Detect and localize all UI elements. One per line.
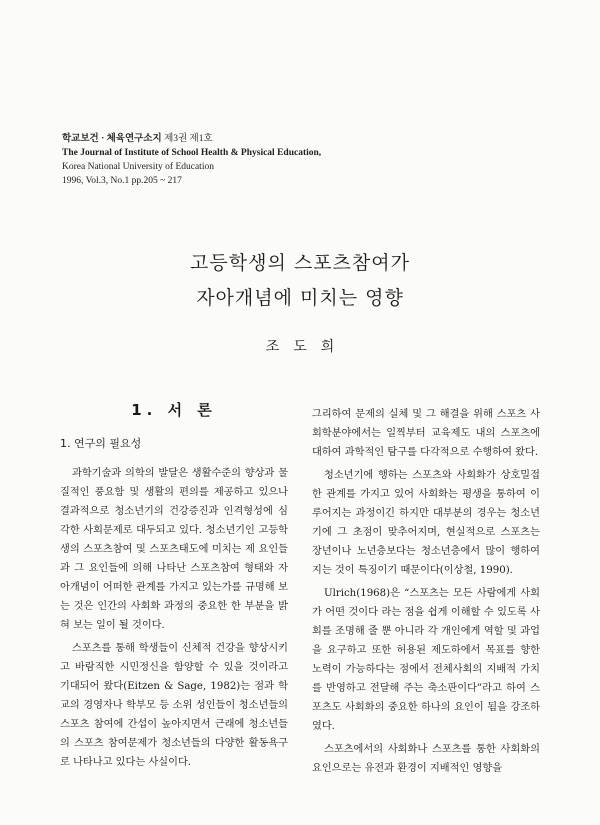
- body-paragraph: Ulrich(1968)은 “스포츠는 모든 사람에게 사회가 어떤 것이다 라는 점을 쉽게 이해할 수 있도록 사회를 조명해 줄 뿐 아니라 각 개인에게 역할 및 과업을 요구하고 또한 허용된 제도하에서 목표를 향한 노력이 가능하다는 점에서 전체사회의 지배적 가치를 반영하고 전달해 주는 축소판이다”라고 하여 스포츠도 사회화의 중요한 하나의 요인이 됨을 강조하였다.: [312, 588, 540, 732]
- paper-title-line-2: 자아개념에 미치는 영향: [196, 287, 404, 309]
- journal-citation: [62, 132, 482, 188]
- body-paragraph: 그리하여 문제의 실체 및 그 해결을 위해 스포츠 사회학분야에서는 일찍부터 교육제도 내의 스포츠에 대하여 과학적인 탐구를 다각적으로 수행하여 왔다.: [312, 409, 540, 458]
- right-column: [312, 405, 540, 782]
- journal-volume-pages: 1996, Vol.3, No.1 pp.205 ~ 217: [62, 176, 182, 186]
- body-paragraph: 스포츠에서의 사회화나 스포츠를 통한 사회화의 요인으로는 유전과 환경이 지배적인 영향을: [312, 744, 540, 774]
- journal-name-korean: 학교보건 · 체육연구소지: [62, 134, 162, 144]
- journal-line-korean: [62, 132, 482, 146]
- body-paragraph: 청소년기에 행하는 스포츠와 사회화가 상호밀접한 관계를 가지고 있어 사회화는 평생을 통하여 이루어지는 과정이긴 하지만 대부분의 경우는 청소년기에 그 초점이 맞추어지며, 현실적으로 스포츠는 장년이나 노년층보다는 청소년층에서 많이 행하여지는 것이 특징이기 때문이다(이상철, 1990).: [312, 470, 540, 576]
- subsection-heading-necessity: 1. 연구의 필요성: [60, 437, 142, 450]
- body-paragraph: 스포츠를 통해 학생들이 신체적 건강을 향상시키고 바람직한 시민정신을 함양할 수 있을 것이라고 기대되어 왔다(Eitzen & Sage, 1982)는 점과 학교의 경영자나 학부모 등 소위 성인들이 청소년들의 스포츠 참여에 간섭이 높아지면서 근래에 청소년들의 스포츠 참여문제가 청소년들의 다양한 활동욕구로 나타나고 있다는 사실이다.: [60, 643, 288, 768]
- left-column: [60, 400, 288, 776]
- journal-institution: Korea National University of Education: [62, 162, 214, 172]
- paper-author: 조도희: [265, 339, 349, 355]
- journal-volume-korean: 제3권 제1호: [161, 134, 213, 144]
- section-heading-introduction: 1. 서 론: [131, 401, 217, 419]
- journal-name-english: The Journal of Institute of School Health & Physical Education,: [62, 148, 322, 158]
- body-paragraph: 과학기술과 의학의 발달은 생활수준의 향상과 물질적인 풍요함 및 생활의 편의를 제공하고 있으나 결과적으로 청소년기의 건강증진과 인격형성에 심각한 사회문제로 대두되고 있다. 청소년기인 고등학생의 스포츠참여 및 스포츠태도에 미치는 제 요인들과 그 요인들에 의해 나타난 스포츠참여 형태와 자아개념이 어떠한 관계를 가지고 있는가를 규명해 보는 것은 인간의 사회화 과정의 중요한 한 부분을 밝혀 보는 일이 될 것이다.: [60, 468, 288, 631]
- paper-title-line-1: 고등학생의 스포츠참여가: [190, 252, 410, 274]
- paper-title: [0, 246, 600, 316]
